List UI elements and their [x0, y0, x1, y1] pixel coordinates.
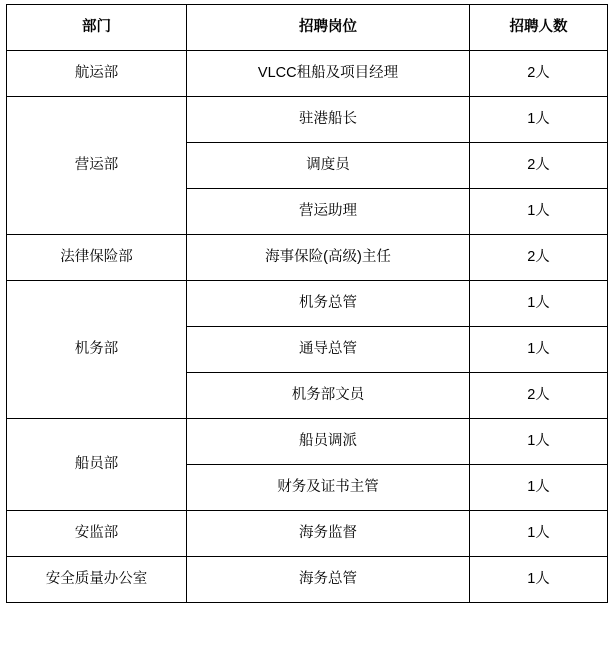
position-cell: 机务部文员 [187, 373, 470, 419]
count-cell: 1人 [470, 419, 608, 465]
table-row [7, 235, 608, 281]
table-row [7, 97, 608, 143]
count-cell: 1人 [470, 465, 608, 511]
department-cell: 安全质量办公室 [7, 557, 187, 603]
position-cell: 调度员 [187, 143, 470, 189]
position-cell: 船员调派 [187, 419, 470, 465]
table-header-row [7, 5, 608, 51]
count-cell: 2人 [470, 373, 608, 419]
column-header-department: 部门 [7, 5, 187, 51]
position-cell: 财务及证书主管 [187, 465, 470, 511]
count-cell: 1人 [470, 327, 608, 373]
department-cell: 航运部 [7, 51, 187, 97]
position-cell: 机务总管 [187, 281, 470, 327]
position-cell: 驻港船长 [187, 97, 470, 143]
count-cell: 2人 [470, 51, 608, 97]
table-row [7, 511, 608, 557]
department-cell: 机务部 [7, 281, 187, 419]
table-body [7, 51, 608, 603]
recruitment-table [6, 4, 608, 603]
department-cell: 安监部 [7, 511, 187, 557]
column-header-count: 招聘人数 [470, 5, 608, 51]
department-cell: 法律保险部 [7, 235, 187, 281]
table-row [7, 419, 608, 465]
department-cell: 营运部 [7, 97, 187, 235]
count-cell: 1人 [470, 281, 608, 327]
table-header [7, 5, 608, 51]
count-cell: 2人 [470, 143, 608, 189]
count-cell: 1人 [470, 511, 608, 557]
count-cell: 2人 [470, 235, 608, 281]
position-cell: 营运助理 [187, 189, 470, 235]
position-cell: 海务总管 [187, 557, 470, 603]
table-row [7, 557, 608, 603]
count-cell: 1人 [470, 97, 608, 143]
position-cell: 海务监督 [187, 511, 470, 557]
table-row [7, 51, 608, 97]
count-cell: 1人 [470, 189, 608, 235]
position-cell: VLCC租船及项目经理 [187, 51, 470, 97]
position-cell: 通导总管 [187, 327, 470, 373]
department-cell: 船员部 [7, 419, 187, 511]
table-row [7, 281, 608, 327]
position-cell: 海事保险(高级)主任 [187, 235, 470, 281]
column-header-position: 招聘岗位 [187, 5, 470, 51]
count-cell: 1人 [470, 557, 608, 603]
